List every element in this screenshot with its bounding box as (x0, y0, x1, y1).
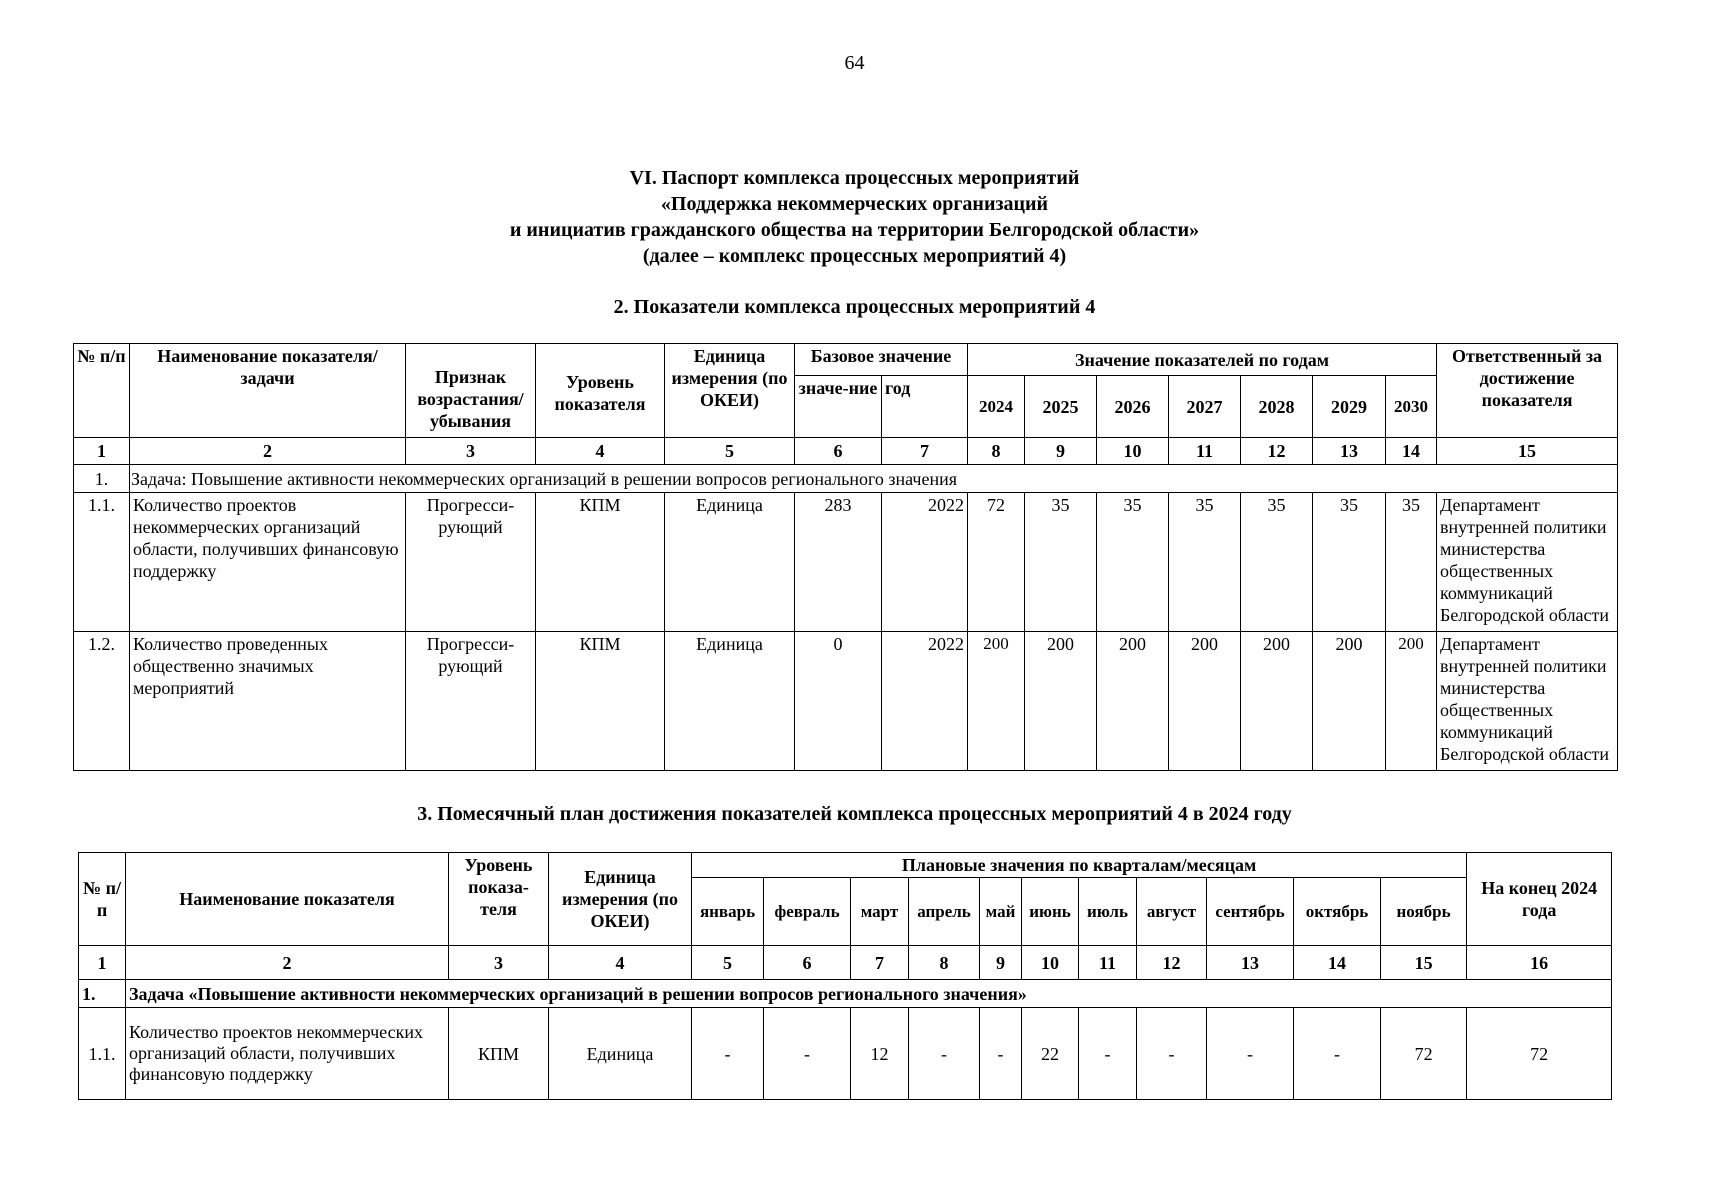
col-header-base-year: год (882, 376, 968, 438)
column-index: 11 (1169, 438, 1241, 465)
row-value-2030: 200 (1386, 632, 1437, 771)
col-header-level: Уровень показателя (536, 344, 665, 438)
row-month-jul: - (1079, 1008, 1137, 1100)
column-index-row (79, 946, 1612, 980)
task-num: 1. (74, 465, 130, 493)
row-end-value: 72 (1467, 1008, 1612, 1100)
row-unit: Единица (665, 632, 795, 771)
row-level: КПМ (449, 1008, 549, 1100)
column-index: 1 (74, 438, 130, 465)
col-header-responsible: Ответственный за достижение показателя (1437, 344, 1618, 438)
row-base-value: 283 (795, 493, 882, 632)
column-index: 7 (882, 438, 968, 465)
row-sign: Прогресси-рующий (406, 632, 536, 771)
column-index: 14 (1294, 946, 1381, 980)
row-month-aug: - (1137, 1008, 1207, 1100)
row-num: 1.1. (79, 1008, 126, 1100)
column-index: 15 (1381, 946, 1467, 980)
col-header-base-value: значе-ние (795, 376, 882, 438)
row-value-2024: 72 (968, 493, 1025, 632)
row-value-2030: 35 (1386, 493, 1437, 632)
row-month-nov: 72 (1381, 1008, 1467, 1100)
row-month-jun: 22 (1022, 1008, 1079, 1100)
column-index: 6 (795, 438, 882, 465)
col-header-unit: Единица измерения (по ОКЕИ) (549, 853, 692, 946)
task-text: Задача: Повышение активности некоммерческих организаций в решении вопросов регионального значения (130, 465, 1618, 493)
column-index: 7 (851, 946, 909, 980)
task-row (79, 980, 1612, 1008)
section-heading (0, 165, 1709, 269)
col-header-month-jun: июнь (1022, 878, 1079, 946)
col-header-year-2028: 2028 (1241, 376, 1313, 438)
col-header-month-jan: январь (692, 878, 764, 946)
row-value-2027: 200 (1169, 632, 1241, 771)
col-header-plan-group: Плановые значения по кварталам/месяцам (692, 853, 1467, 878)
column-index: 10 (1022, 946, 1079, 980)
row-month-may: - (980, 1008, 1022, 1100)
row-value-2025: 35 (1025, 493, 1097, 632)
col-header-year-2025: 2025 (1025, 376, 1097, 438)
row-month-mar: 12 (851, 1008, 909, 1100)
col-header-year-2026: 2026 (1097, 376, 1169, 438)
col-header-month-feb: февраль (764, 878, 851, 946)
column-index: 6 (764, 946, 851, 980)
column-index: 2 (126, 946, 449, 980)
row-responsible: Департамент внутренней политики министерства общественных коммуникаций Белгородской области (1437, 632, 1618, 771)
col-header-month-oct: октябрь (1294, 878, 1381, 946)
column-index: 9 (1025, 438, 1097, 465)
col-header-month-aug: август (1137, 878, 1207, 946)
col-header-base: Базовое значение (795, 344, 968, 376)
row-name: Количество проектов некоммерческих организаций области, получивших финансовую поддержку (130, 493, 406, 632)
column-index: 10 (1097, 438, 1169, 465)
column-index: 4 (536, 438, 665, 465)
col-header-unit: Единица измерения (по ОКЕИ) (665, 344, 795, 438)
column-index: 16 (1467, 946, 1612, 980)
column-index: 13 (1207, 946, 1294, 980)
task-text: Задача «Повышение активности некоммерческих организаций в решении вопросов регионального значения» (126, 980, 1612, 1008)
col-header-month-may: май (980, 878, 1022, 946)
row-base-value: 0 (795, 632, 882, 771)
col-header-sign: Признак возрастания/ убывания (406, 344, 536, 438)
row-value-2029: 200 (1313, 632, 1386, 771)
col-header-level: Уровень показа-теля (449, 853, 549, 946)
row-value-2029: 35 (1313, 493, 1386, 632)
column-index: 3 (406, 438, 536, 465)
table-row (74, 493, 1618, 632)
col-header-num: № п/п (79, 853, 126, 946)
table-row (79, 1008, 1612, 1100)
col-header-name: Наименование показателя/задачи (130, 344, 406, 438)
row-name: Количество проведенных общественно значимых мероприятий (130, 632, 406, 771)
column-index: 5 (665, 438, 795, 465)
section2-title: 2. Показатели комплекса процессных мероприятий 4 (613, 296, 1096, 318)
col-header-end: На конец 2024 года (1467, 853, 1612, 946)
row-month-jan: - (692, 1008, 764, 1100)
column-index: 12 (1241, 438, 1313, 465)
column-index: 13 (1313, 438, 1386, 465)
column-index: 15 (1437, 438, 1618, 465)
heading-line-2: «Поддержка некоммерческих организаций (660, 193, 1049, 215)
heading-line-1: VI. Паспорт комплекса процессных мероприятий (629, 167, 1080, 189)
col-header-year-2027: 2027 (1169, 376, 1241, 438)
col-header-num: № п/п (74, 344, 130, 438)
column-index: 1 (79, 946, 126, 980)
page-number: 64 (844, 52, 865, 74)
row-unit: Единица (665, 493, 795, 632)
column-index: 3 (449, 946, 549, 980)
row-month-oct: - (1294, 1008, 1381, 1100)
indicators-table (73, 343, 1618, 771)
row-value-2025: 200 (1025, 632, 1097, 771)
col-header-month-mar: март (851, 878, 909, 946)
column-index-row (74, 438, 1618, 465)
col-header-name: Наименование показателя (126, 853, 449, 946)
row-value-2026: 200 (1097, 632, 1169, 771)
column-index: 5 (692, 946, 764, 980)
col-header-month-apr: апрель (909, 878, 980, 946)
row-value-2024: 200 (968, 632, 1025, 771)
column-index: 8 (968, 438, 1025, 465)
col-header-month-nov: ноябрь (1381, 878, 1467, 946)
table-row (74, 632, 1618, 771)
row-month-sep: - (1207, 1008, 1294, 1100)
section3-title: 3. Помесячный план достижения показателей комплекса процессных мероприятий 4 в 2024 году (417, 803, 1292, 825)
task-num: 1. (79, 980, 126, 1008)
row-level: КПМ (536, 632, 665, 771)
column-index: 12 (1137, 946, 1207, 980)
row-value-2027: 35 (1169, 493, 1241, 632)
heading-line-4: (далее – комплекс процессных мероприятий 4) (642, 245, 1067, 267)
row-value-2028: 35 (1241, 493, 1313, 632)
row-month-feb: - (764, 1008, 851, 1100)
row-responsible: Департамент внутренней политики министерства общественных коммуникаций Белгородской области (1437, 493, 1618, 632)
col-header-month-jul: июль (1079, 878, 1137, 946)
row-num: 1.1. (74, 493, 130, 632)
col-header-year-2024: 2024 (968, 376, 1025, 438)
row-value-2028: 200 (1241, 632, 1313, 771)
column-index: 11 (1079, 946, 1137, 980)
column-index: 14 (1386, 438, 1437, 465)
column-index: 4 (549, 946, 692, 980)
col-header-year-2029: 2029 (1313, 376, 1386, 438)
row-name: Количество проектов некоммерческих организаций области, получивших финансовую поддержку (126, 1008, 449, 1100)
row-unit: Единица (549, 1008, 692, 1100)
row-base-year: 2022 (882, 632, 968, 771)
col-header-month-sep: сентябрь (1207, 878, 1294, 946)
monthly-plan-table (78, 852, 1612, 1100)
heading-line-3: и инициатив гражданского общества на территории Белгородской области» (509, 219, 1200, 241)
row-value-2026: 35 (1097, 493, 1169, 632)
row-month-apr: - (909, 1008, 980, 1100)
col-header-years-group: Значение показателей по годам (968, 344, 1437, 376)
row-level: КПМ (536, 493, 665, 632)
column-index: 8 (909, 946, 980, 980)
column-index: 2 (130, 438, 406, 465)
col-header-year-2030: 2030 (1386, 376, 1437, 438)
row-base-year: 2022 (882, 493, 968, 632)
task-row (74, 465, 1618, 493)
row-num: 1.2. (74, 632, 130, 771)
column-index: 9 (980, 946, 1022, 980)
row-sign: Прогресси-рующий (406, 493, 536, 632)
